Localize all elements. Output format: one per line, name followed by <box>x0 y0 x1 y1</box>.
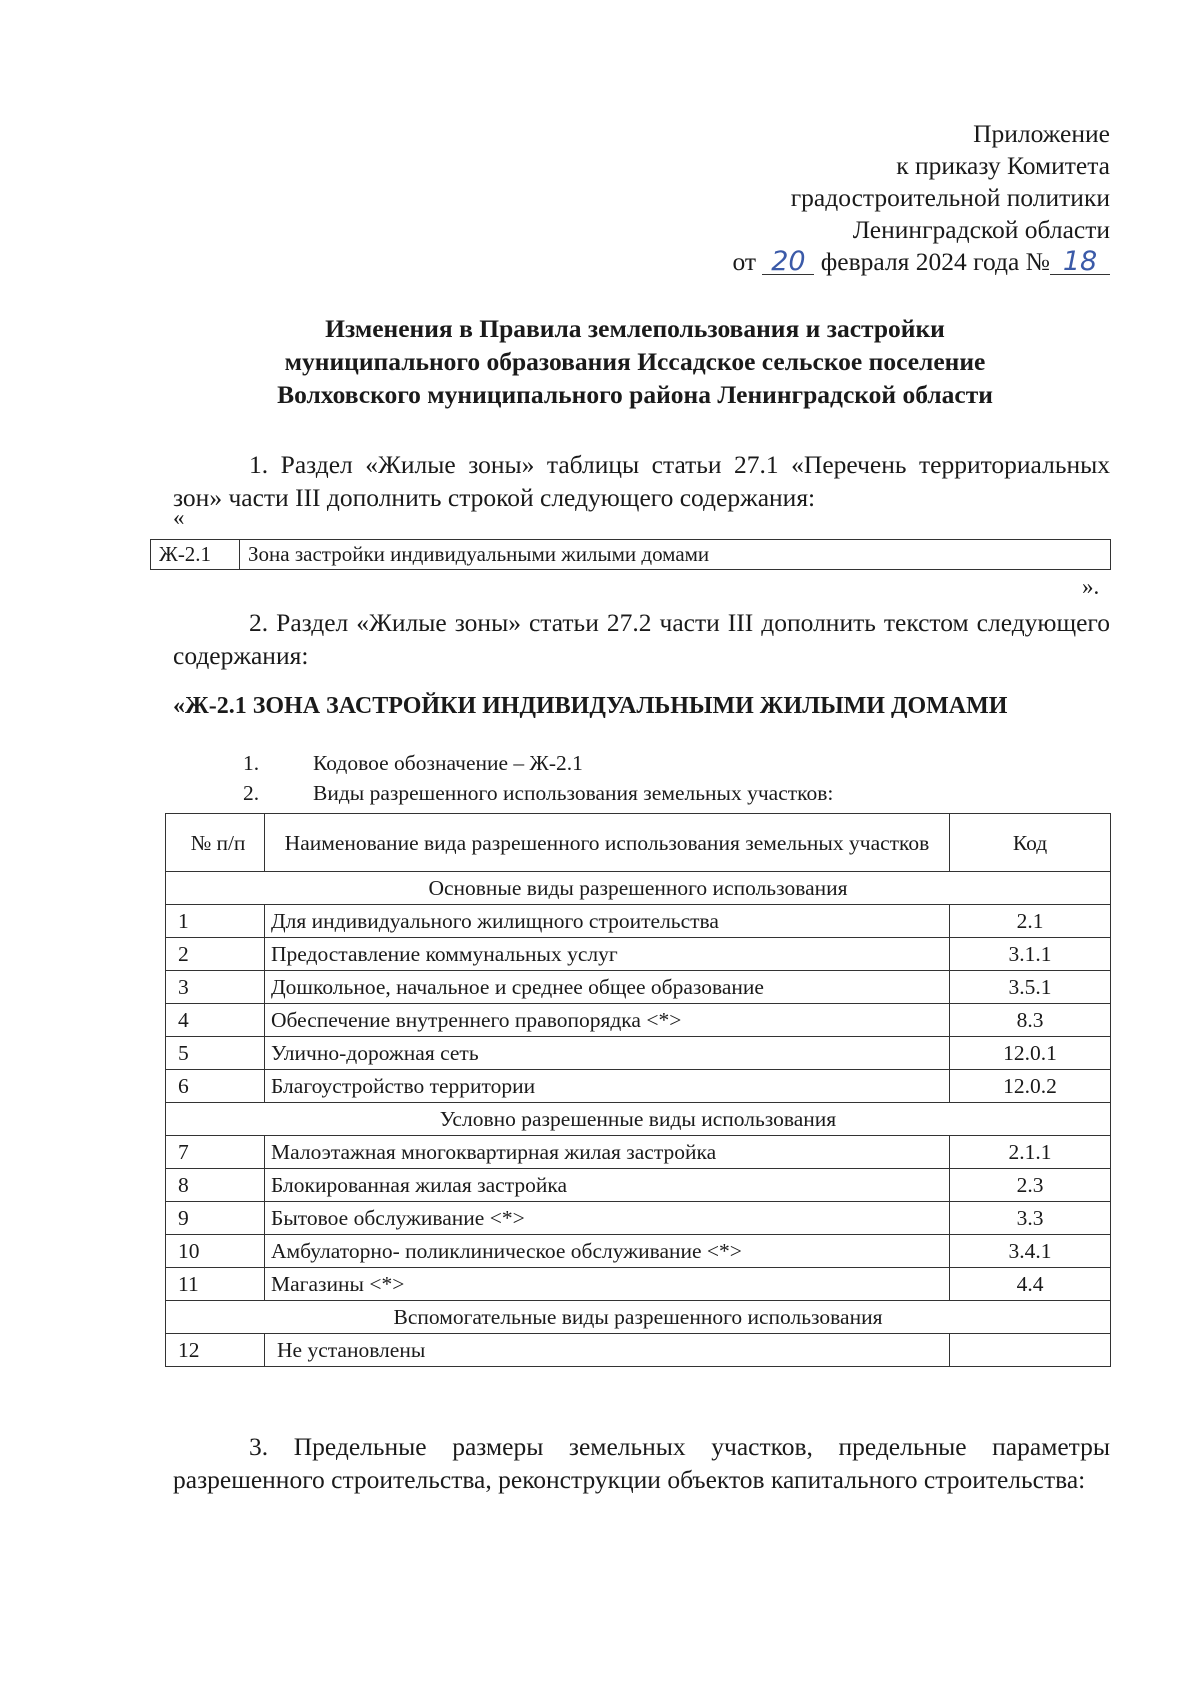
header-name: Наименование вида разрешенного использования земельных участков <box>265 814 950 872</box>
paragraph-2 <box>173 606 1110 672</box>
appendix-line-3: градостроительной политики <box>790 183 1110 212</box>
table-row <box>166 1334 1111 1367</box>
group-title: Условно разрешенные виды использования <box>166 1103 1111 1136</box>
table-row <box>166 905 1111 938</box>
table-row <box>166 1169 1111 1202</box>
table-header-row <box>166 814 1111 872</box>
table-row <box>166 1202 1111 1235</box>
table-row <box>166 1070 1111 1103</box>
paragraph-1-text: 1. Раздел «Жилые зоны» таблицы статьи 27.1 «Перечень территориальных зон» части III дополнить строкой следующего содержания: <box>173 450 1110 512</box>
row-code: 2.3 <box>950 1169 1111 1202</box>
row-name: Благоустройство территории <box>265 1070 950 1103</box>
row-name: Амбулаторно- поликлиническое обслуживание <*> <box>265 1235 950 1268</box>
appendix-line-1: Приложение <box>973 119 1110 148</box>
row-name: Дошкольное, начальное и среднее общее образование <box>265 971 950 1004</box>
row-code: 2.1.1 <box>950 1136 1111 1169</box>
row-name: Малоэтажная многоквартирная жилая застройка <box>265 1136 950 1169</box>
row-number: 1 <box>166 905 265 938</box>
group-row <box>166 1301 1111 1334</box>
row-code: 2.1 <box>950 905 1111 938</box>
row-number: 9 <box>166 1202 265 1235</box>
row-name: Блокированная жилая застройка <box>265 1169 950 1202</box>
row-code <box>950 1334 1111 1367</box>
title-line-2: муниципального образования Иссадское сельское поселение <box>284 347 986 376</box>
row-number: 6 <box>166 1070 265 1103</box>
handwritten-day: 20 <box>762 250 814 275</box>
table-row <box>166 1136 1111 1169</box>
row-number: 7 <box>166 1136 265 1169</box>
row-code: 8.3 <box>950 1004 1111 1037</box>
row-number: 2 <box>166 938 265 971</box>
zone-name-cell: Зона застройки индивидуальными жилыми домами <box>240 540 1111 570</box>
list-item-text: Кодовое обозначение – Ж-2.1 <box>313 751 583 775</box>
row-number: 3 <box>166 971 265 1004</box>
row-number: 4 <box>166 1004 265 1037</box>
date-prefix: от <box>732 247 757 276</box>
paragraph-3 <box>173 1430 1110 1496</box>
row-name: Предоставление коммунальных услуг <box>265 938 950 971</box>
table-row <box>151 540 1111 570</box>
list-item-number: 1. <box>243 751 260 775</box>
row-code: 4.4 <box>950 1268 1111 1301</box>
row-code: 3.3 <box>950 1202 1111 1235</box>
row-name: Для индивидуального жилищного строительства <box>265 905 950 938</box>
row-name: Бытовое обслуживание <*> <box>265 1202 950 1235</box>
zone-heading: «Ж-2.1 ЗОНА ЗАСТРОЙКИ ИНДИВИДУАЛЬНЫМИ ЖИЛЫМИ ДОМАМИ <box>173 693 1008 719</box>
row-name: Не установлены <box>265 1334 950 1367</box>
header-number: № п/п <box>166 814 265 872</box>
row-code: 3.1.1 <box>950 938 1111 971</box>
handwritten-number: 18 <box>1050 250 1110 275</box>
row-code: 3.5.1 <box>950 971 1111 1004</box>
row-number: 8 <box>166 1169 265 1202</box>
row-name: Обеспечение внутреннего правопорядка <*> <box>265 1004 950 1037</box>
row-name: Улично-дорожная сеть <box>265 1037 950 1070</box>
row-code: 3.4.1 <box>950 1235 1111 1268</box>
land-use-table <box>165 813 1111 1367</box>
group-title: Вспомогательные виды разрешенного использования <box>166 1301 1111 1334</box>
row-number: 10 <box>166 1235 265 1268</box>
table-row <box>166 1037 1111 1070</box>
row-number: 5 <box>166 1037 265 1070</box>
zone-code-cell: Ж-2.1 <box>151 540 240 570</box>
date-rest: февраля 2024 года № <box>820 247 1050 276</box>
appendix-line-2: к приказу Комитета <box>896 151 1110 180</box>
list-item-number: 2. <box>243 781 260 805</box>
list-item-text: Виды разрешенного использования земельных участков: <box>313 781 834 805</box>
table-row <box>166 971 1111 1004</box>
appendix-header <box>732 118 1110 278</box>
document-title <box>160 312 1110 411</box>
row-number: 11 <box>166 1268 265 1301</box>
numbered-list <box>173 748 833 808</box>
group-row <box>166 872 1111 905</box>
table-row <box>166 1235 1111 1268</box>
table-row <box>166 1004 1111 1037</box>
paragraph-1 <box>173 448 1110 514</box>
list-item <box>173 748 833 778</box>
quote-open: « <box>173 505 185 530</box>
list-item <box>173 778 833 808</box>
table-row <box>166 1268 1111 1301</box>
row-code: 12.0.2 <box>950 1070 1111 1103</box>
table-row <box>166 938 1111 971</box>
quote-close: ». <box>1082 574 1100 599</box>
header-code: Код <box>950 814 1111 872</box>
group-row <box>166 1103 1111 1136</box>
row-number: 12 <box>166 1334 265 1367</box>
appendix-date-line <box>732 246 1110 278</box>
title-line-1: Изменения в Правила землепользования и застройки <box>325 314 945 343</box>
paragraph-3-text: 3. Предельные размеры земельных участков, предельные параметры разрешенного строительства, реконструкции объектов капитального строительства: <box>173 1432 1110 1494</box>
row-code: 12.0.1 <box>950 1037 1111 1070</box>
appendix-line-4: Ленинградской области <box>852 215 1110 244</box>
zone-list-table <box>150 539 1111 570</box>
group-title: Основные виды разрешенного использования <box>166 872 1111 905</box>
paragraph-2-text: 2. Раздел «Жилые зоны» статьи 27.2 части III дополнить текстом следующего содержания: <box>173 608 1110 670</box>
row-name: Магазины <*> <box>265 1268 950 1301</box>
title-line-3: Волховского муниципального района Ленинградской области <box>277 380 993 409</box>
